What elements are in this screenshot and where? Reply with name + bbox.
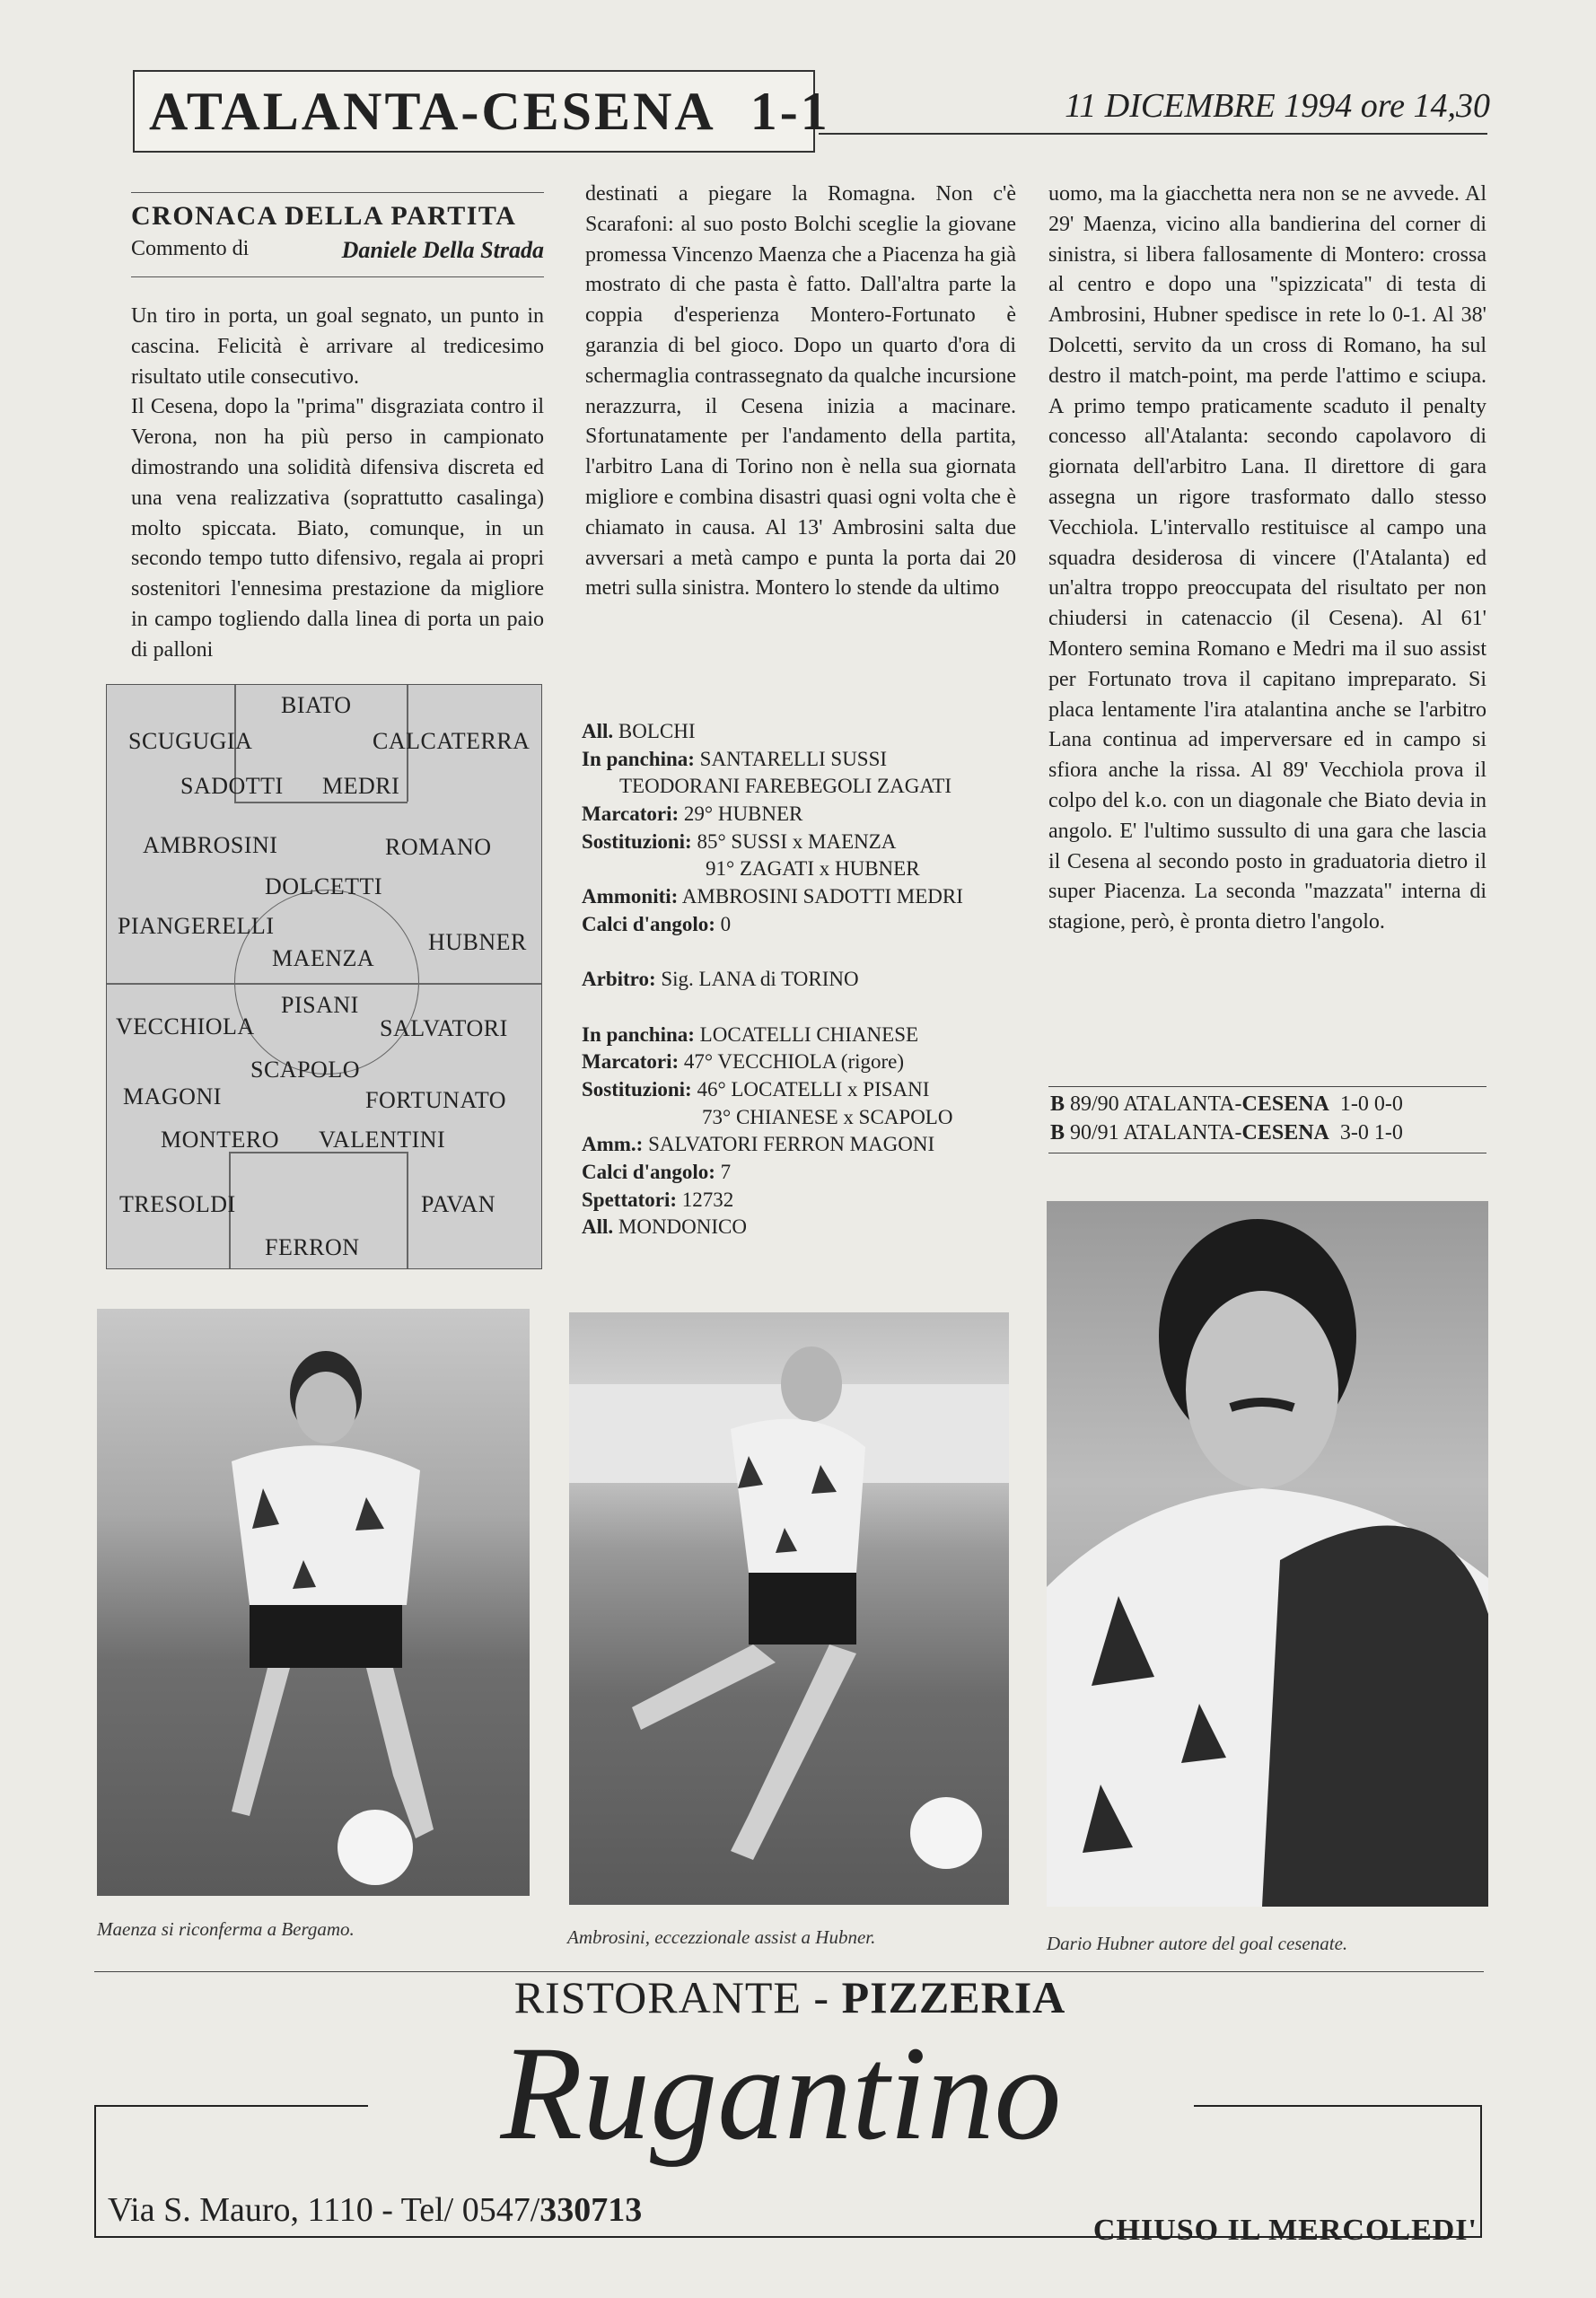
match-date: 11 DICEMBRE 1994 ore 14,30 (1065, 87, 1490, 125)
player-montero: MONTERO (161, 1127, 280, 1153)
player-ferron: FERRON (265, 1234, 360, 1260)
report-column-1 (131, 302, 544, 666)
player-photo-illustration (97, 1309, 530, 1896)
info-row: In panchina: LOCATELLI CHIANESE (582, 1022, 919, 1046)
player-medri: MEDRI (322, 773, 400, 799)
report-column-3 (1048, 180, 1486, 938)
previous-result-row: B 90/91 ATALANTA-CESENA 3-0 1-0 (1050, 1121, 1403, 1145)
section-title: CRONACA DELLA PARTITA (131, 201, 517, 231)
player-salvatori: SALVATORI (380, 1015, 508, 1041)
ad-heading: RISTORANTE - PIZZERIA (513, 1972, 1066, 2022)
photo-ambrosini (569, 1312, 1009, 1905)
restaurant-closed-day: CHIUSO IL MERCOLEDI' (1092, 2214, 1478, 2247)
report-paragraph: uomo, ma la giacchetta nera non se ne avvede. Al 29' Maenza, vicino alla bandierina del corner di sinistra, si libera fallosamente di Montero: crossa al centro e dopo una "spizzicata" di testa di Ambrosini, Hubner spedisce in rete lo 0-1. Al 38' Dolcetti, servito da un cross di Romano, ha sul destro il match-point, ma perde l'attimo e sciupa. A primo tempo praticamente scaduto il penalty concesso all'Atalanta: secondo capolavoro di giornata dell'arbitro Lana. Il direttore di gara assegna un rigore trasformato dallo stesso Vecchiola. L'intervallo restituisce al campo una squadra desiderosa di vincere (l'Atalanta) ed un'altra troppo preoccupata del risultato per non chiudersi in catenaccio (il Cesena). Al 61' Montero semina Romano e Medri ma il suo assist per Fortunato trova il capitano impreparato. Si placa lentamente l'ira atalantina anche se l'arbitro Lana continua ad imperversare ed in campo si sfiora anche la rissa. Al 89' Vecchiola prova il colpo del k.o. con un diagonale che Biato devia in angolo. E' l'ultimo sussulto di una gara che lascia il Cesena al secondo posto in graduatoria dietro il super Piacenza. La seconda "mazzata" interna di stagione, però, è pronta dietro l'angolo. (1048, 182, 1486, 934)
info-row: Spettatori: 12732 (582, 1188, 734, 1211)
author-line (131, 237, 544, 264)
photo-caption-3: Dario Hubner autore del goal cesenate. (1047, 1933, 1348, 1954)
info-row: 91° ZAGATI x HUBNER (706, 857, 920, 881)
player-fortunato: FORTUNATO (365, 1087, 507, 1113)
info-row: Calci d'angolo: 7 (582, 1161, 732, 1183)
info-row: TEODORANI FAREBEGOLI ZAGATI (619, 775, 952, 798)
match-score: 1-1 (750, 81, 830, 141)
report-column-2 (585, 180, 1016, 604)
match-header (133, 70, 830, 153)
player-romano: ROMANO (385, 834, 492, 860)
player-maenza: MAENZA (272, 945, 375, 971)
player-hubner: HUBNER (428, 929, 527, 955)
photo-caption-2: Ambrosini, eccezzionale assist a Hubner. (567, 1926, 876, 1948)
field-line (234, 802, 408, 803)
player-biato: BIATO (281, 692, 352, 718)
previous-rule-top (1048, 1086, 1486, 1087)
previous-result-row: B 89/90 ATALANTA-CESENA 1-0 0-0 (1050, 1092, 1403, 1116)
referee-row: Arbitro: Sig. LANA di TORINO (582, 968, 859, 991)
player-pisani: PISANI (281, 992, 359, 1018)
info-row: In panchina: SANTARELLI SUSSI (582, 747, 888, 770)
player-magoni: MAGONI (123, 1083, 222, 1110)
author-name: Daniele Della Strada (341, 237, 544, 263)
restaurant-name: Rugantino (500, 2019, 1062, 2168)
info-row: Calci d'angolo: 0 (582, 912, 732, 935)
player-pavan: PAVAN (421, 1191, 495, 1217)
info-row: Ammoniti: AMBROSINI SADOTTI MEDRI (582, 885, 963, 908)
player-vecchiola: VECCHIOLA (116, 1013, 255, 1039)
player-ambrosini: AMBROSINI (143, 832, 278, 858)
info-row: Marcatori: 29° HUBNER (582, 803, 803, 826)
info-row: Sostituzioni: 46° LOCATELLI x PISANI (582, 1077, 930, 1101)
photo-hubner (1047, 1201, 1488, 1907)
player-piangerelli: PIANGERELLI (118, 913, 275, 939)
player-photo-illustration (1047, 1201, 1488, 1907)
player-scapolo: SCAPOLO (250, 1057, 360, 1083)
player-dolcetti: DOLCETTI (265, 873, 383, 899)
header-rule (819, 133, 1487, 135)
report-paragraph: destinati a piegare la Romagna. Non c'è Scarafoni: al suo posto Bolchi sceglie la giovane promessa Vincenzo Maenza che a Piacenza ha già mostrato di che pasta è fatto. Dall'altra parte la coppia d'esperienza Montero-Fortunato è garanzia di bel gioco. Dopo un quarto d'ora di schermaglia contrassegnato da qualche incursione nerazzurra, il Cesena inizia a macinare. Sfortunatamente per l'andamento della partita, l'arbitro Lana di Torino non è nella sua giornata migliore e combina disastri quasi ogni volta che è chiamato in causa. Al 13' Ambrosini salta due avversari a metà campo e punta la porta dai 20 metri sulla sinistra. Montero lo stende da ultimo (585, 182, 1016, 601)
info-row: Amm.: SALVATORI FERRON MAGONI (582, 1133, 935, 1156)
player-photo-illustration (569, 1312, 1009, 1905)
player-sadotti: SADOTTI (180, 773, 284, 799)
section-rule-bottom (131, 276, 544, 277)
author-label: Commento di (131, 237, 250, 260)
report-paragraph: Un tiro in porta, un goal segnato, un punto in cascina. Felicità è arrivare al tredicesimo risultato utile consecutivo. (131, 304, 544, 389)
match-title: ATALANTA-CESENA (149, 81, 716, 141)
player-calcaterra: CALCATERRA (373, 728, 531, 754)
section-rule-top (131, 192, 544, 193)
player-valentini: VALENTINI (319, 1127, 446, 1153)
info-row: 73° CHIANESE x SCAPOLO (702, 1105, 953, 1128)
report-paragraph: Il Cesena, dopo la "prima" disgraziata contro il Verona, non ha più perso in campionato dimostrando una solidità difensiva discreta ed una vena realizzativa (soprattutto casalinga) molto spiccata. Biato, comunque, in un secondo tempo tutto difensivo, regala ai propri sostenitori l'ennesima prestazione da migliore in campo togliendo dalla linea di porta un paio di palloni (131, 395, 544, 662)
player-scugugia: SCUGUGIA (128, 728, 253, 754)
info-row: All. MONDONICO (582, 1215, 748, 1239)
lineup-field (106, 684, 542, 1269)
photo-maenza (97, 1309, 530, 1896)
restaurant-address: Via S. Mauro, 1110 - Tel/ 0547/330713 (108, 2191, 643, 2229)
field-line (407, 1152, 408, 1268)
info-row: Sostituzioni: 85° SUSSI x MAENZA (582, 829, 897, 853)
player-tresoldi: TRESOLDI (119, 1191, 236, 1217)
match-info (582, 718, 1030, 1241)
info-row: Marcatori: 47° VECCHIOLA (rigore) (582, 1050, 905, 1074)
previous-results (1050, 1090, 1486, 1147)
photo-caption-1: Maenza si riconferma a Bergamo. (97, 1918, 355, 1940)
info-row: All. BOLCHI (582, 720, 696, 742)
